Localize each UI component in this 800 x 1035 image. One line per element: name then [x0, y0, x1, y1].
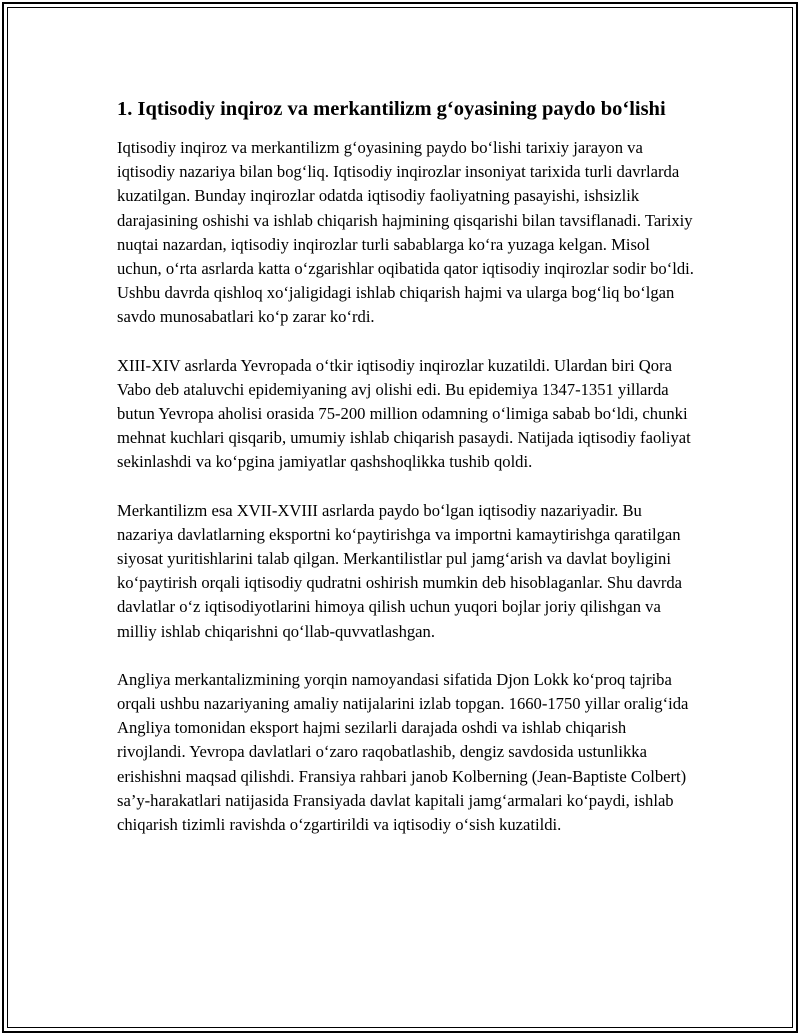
- paragraph-1: Iqtisodiy inqiroz va merkantilizm g‘oyasining paydo bo‘lishi tarixiy jarayon va iqtisodiy nazariya bilan bog‘liq. Iqtisodiy inqirozlar insoniyat tarixida turli davrlarda kuzatilgan. Bunday inqirozlar odatda iqtisodiy faoliyatning pasayishi, ishsizlik darajasining oshishi va ishlab chiqarish hajmining qisqarishi bilan tavsiflanadi. Tarixiy nuqtai nazardan, iqtisodiy inqirozlar turli sabablarga ko‘ra yuzaga kelgan. Misol uchun, o‘rta asrlarda katta o‘zgarishlar oqibatida qator iqtisodiy inqirozlar sodir bo‘ldi. Ushbu davrda qishloq xo‘jaligidagi ishlab chiqarish hajmi va ularga bog‘liq bo‘lgan savdo munosabatlari ko‘p zarar ko‘rdi.: [117, 138, 694, 327]
- document-body: [117, 96, 697, 861]
- paragraph-4: Angliya merkantalizmining yorqin namoyandasi sifatida Djon Lokk ko‘proq tajriba orqali ushbu nazariyaning amaliy natijalarini izlab topgan. 1660-1750 yillar oralig‘ida Angliya tomonidan eksport hajmi sezilarli darajada oshdi va ishlab chiqarish rivojlandi. Yevropa davlatlari o‘zaro raqobatlashib, dengiz savdosida ustunlikka erishishni maqsad qilishdi. Fransiya rahbari janob Kolberning (Jean-Baptiste Colbert) sa’y-harakatlari natijasida Fransiyada davlat kapitali jamg‘armalari ko‘paydi, ishlab chiqarish tizimli ravishda o‘zgartirildi va iqtisodiy o‘sish kuzatildi.: [117, 669, 689, 835]
- paragraph-2: XIII-XIV asrlarda Yevropada o‘tkir iqtisodiy inqirozlar kuzatildi. Ulardan biri Qora Vabo deb ataluvchi epidemiyaning avj olishi edi. Bu epidemiya 1347-1351 yillarda butun Yevropa aholisi orasida 75-200 million odamning o‘limiga sabab bo‘ldi, chunki mehnat kuchlari qisqarib, umumiy ishlab chiqarish pasaydi. Natijada iqtisodiy faoliyat sekinlashdi va ko‘pgina jamiyatlar qashshoqlikka tushib qoldi.: [117, 355, 691, 472]
- section-heading: 1. Iqtisodiy inqiroz va merkantilizm g‘oyasining paydo bo‘lishi: [117, 98, 666, 120]
- paragraph-3: Merkantilizm esa XVII-XVIII asrlarda paydo bo‘lgan iqtisodiy nazariyadir. Bu nazariya davlatlarning eksportni ko‘paytirishga va importni kamaytirishga qaratilgan siyosat yuritishlarini talab qilgan. Merkantilistlar pul jamg‘arish va davlat boyligini ko‘paytirish orqali iqtisodiy qudratni oshirish mumkin deb hisoblaganlar. Shu davrda davlatlar o‘z iqtisodiyotlarini himoya qilish uchun yuqori bojlar joriy qilishgan va milliy ishlab chiqarishni qo‘llab-quvvatlashgan.: [117, 500, 683, 641]
- page-frame: [2, 2, 798, 1033]
